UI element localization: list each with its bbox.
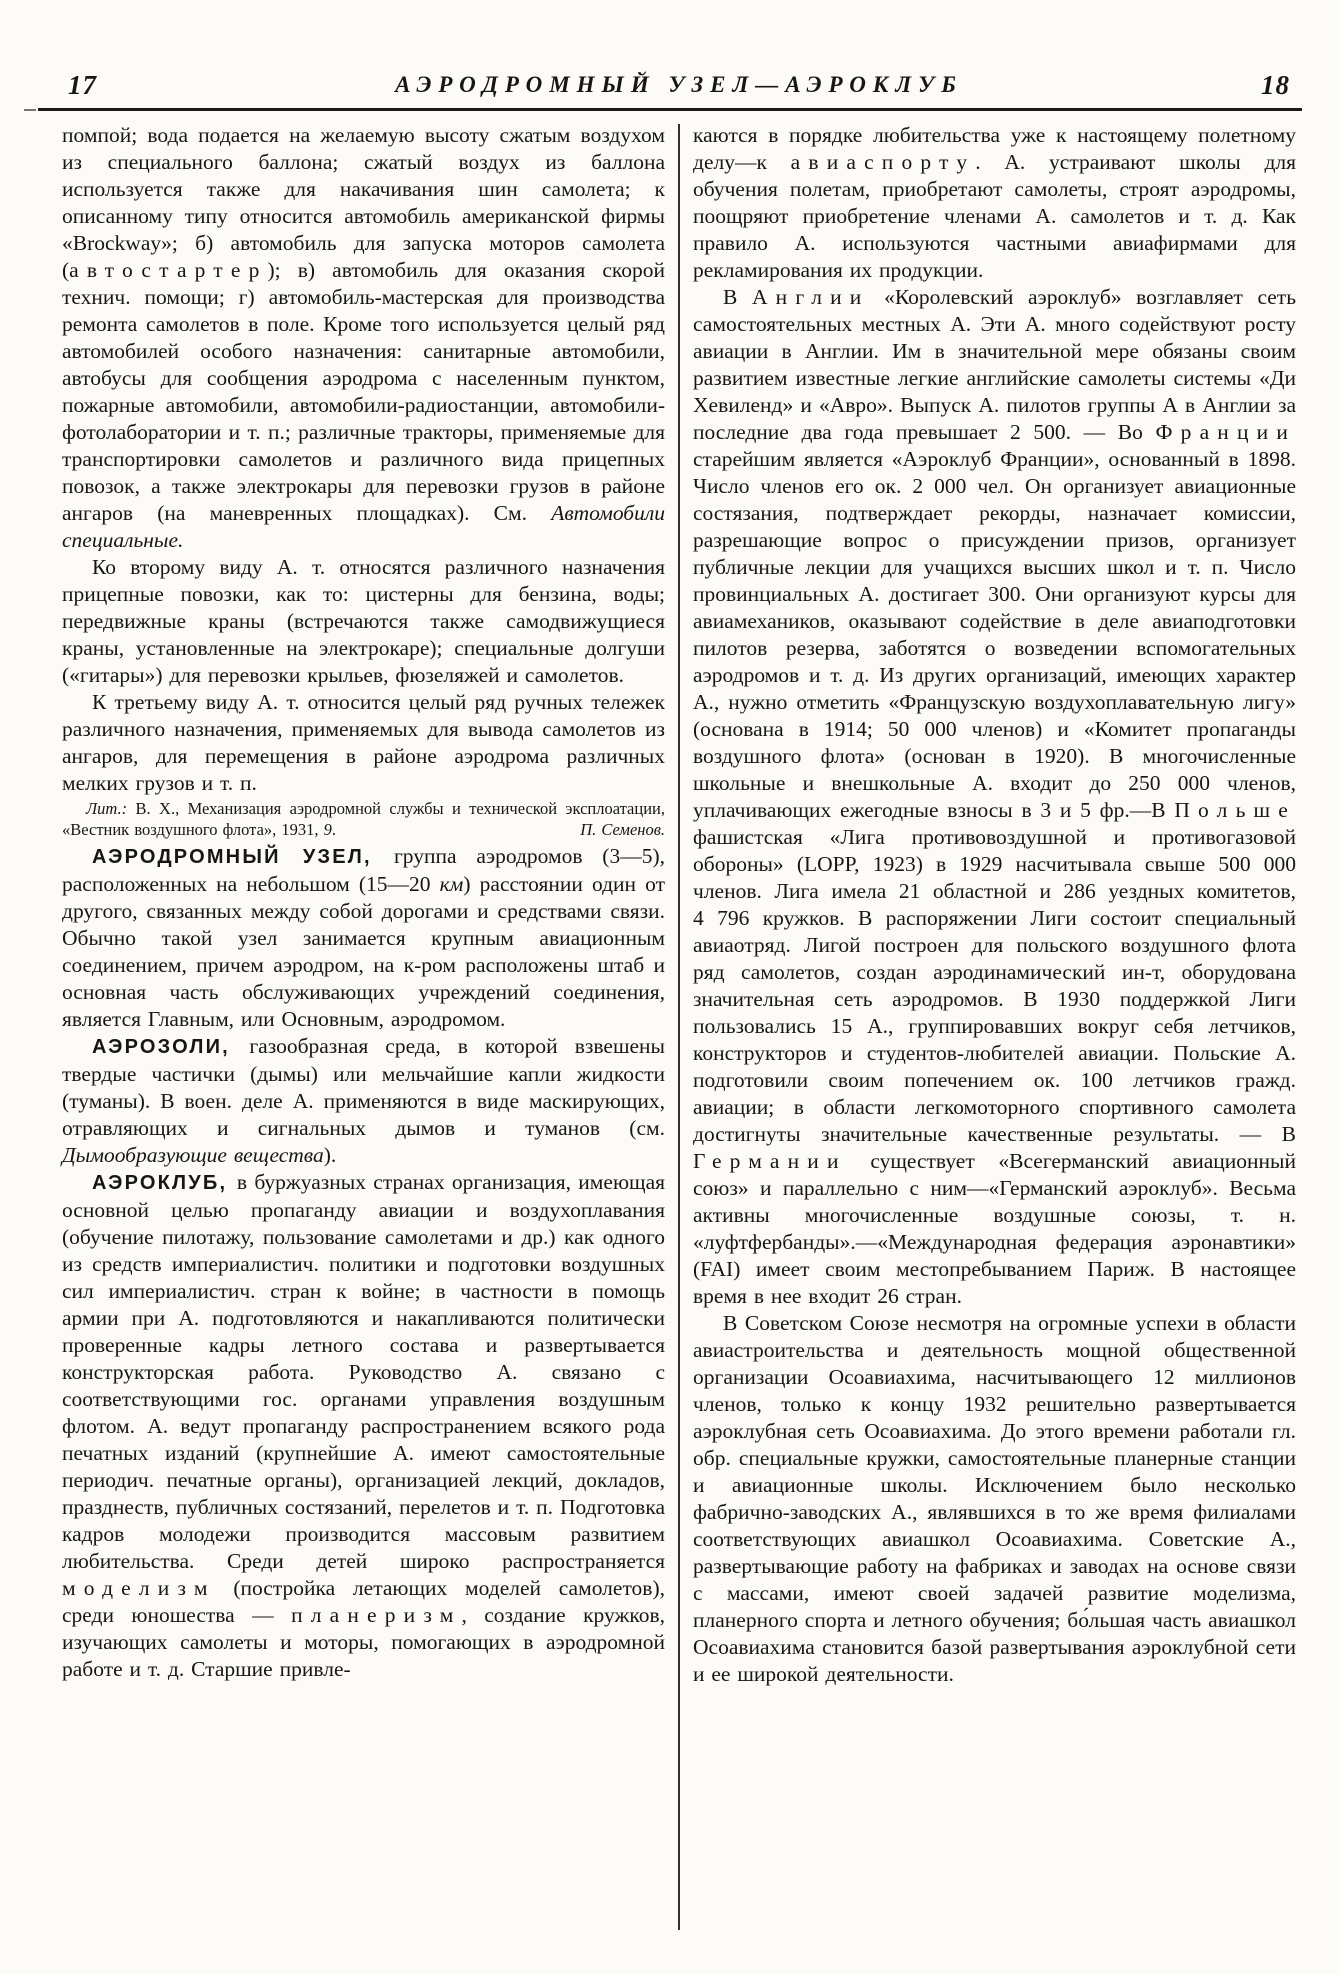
entry-aerodromny-uzel [62,843,665,1033]
text-run: существует «Всегерманский авиационный союз» и параллельно с ним—«Германский аэроклуб». Весьма активны многочисленные воздушные союзы, т. н. «луфтфербанды».—«Международная федерация аэронавтики» (FAI) имеет своим местопребыванием Париж. В настоящее время в нее входит 26 стран. [693,1149,1296,1308]
paragraph-second-kind [62,554,665,689]
running-title: АЭРОДРОМНЫЙ УЗЕЛ—АЭРОКЛУБ [395,72,963,97]
text-run: каются в порядке любительства уже к настоящему полетному делу—к [693,123,1296,174]
text-columns [62,122,1296,1936]
right-column [693,122,1296,1936]
text-run: В Советском Союзе несмотря на огромные успехи в области авиастроительства и деятельность мощной общественной организации Осоавиахима, насчитывающего 12 миллионов членов, только к концу 1932 решительно развертывается аэроклубная сеть Осоавиахима. До этого времени работали гл. обр. специальные кружки, самостоятельные планерные станции и авиационные школы. Исключением было несколько фабрично-заводских А., являвшихся в то же время филиалами соответствующих авиашкол Осоавиахима. Советские А., развертывающие работу на фабриках и заводах на основе связи с массами, имеют своей задачей развитие моделизма, планерного спорта и летного обучения; бо́льшая часть авиашкол Осоавиахима становится базой развертывания аэроклубной сети и ее широкой деятельности. [693,1311,1296,1686]
page-number-right: 18 [1261,70,1290,100]
text-run: помпой; вода подается на желаемую высоту сжатым воздухом из специального баллона; сжатый воздух из баллона используется также для накачивания шин самолета; к описанному типу относится автомобиль американской фирмы «Brockway»; б) автомобиль для запуска моторов самолета ( [62,123,665,282]
text-run: старейшим является «Аэроклуб Франции», основанный в 1898. Число членов его ок. 2 000 чел. Он организует авиационные состязания, подтверждает рекорды, назначает комиссии, разрешающие вопрос о присуждении призов, организует публичные лекции для учащихся высших школ и т. п. Число провинциальных А. достигает 300. Они организуют курсы для авиамехаников, оказывают содействие в деле авиаподготовки пилотов резерва, заботятся о возведении вспомогательных аэродромов и т. д. Из других организаций, имеющих характер А., нужно отметить «Французскую воздухоплавательную лигу» (основана в 1914; 50 000 членов) и «Комитет пропаганды воздушного флота» (основан в 1920). В многочисленные школьные и внешкольные А. входит до 250 000 членов, уплачивающих ежегодные взносы в 3 и 5 фр.—В [693,447,1296,822]
italic-text: Дымообразующие вещества [62,1143,324,1167]
entry-headword: АЭРОДРОМНЫЙ УЗЕЛ, [92,846,394,868]
entry-headword: АЭРОЗОЛИ, [92,1036,250,1058]
text-run: . [331,819,337,839]
bibliography-note [62,799,665,840]
entry-aeroklub [62,1169,665,1683]
text-run: фашистская «Лига противовоздушной и противогазовой обороны» (LOPP, 1923) в 1929 насчитывала свыше 500 000 членов. Лига имела 21 областной и 286 уездных комитетов, 4 796 кружков. В распоряжении Лиги состоит специальный авиаотряд. Лигой построен для польского воздушного флота ряд самолетов, создан аэродинамический ин-т, оборудована значительная сеть аэродромов. В 1930 поддержкой Лиги пользовались 15 А., группировавших вокруг себя летчиков, конструкторов и студентов-любителей авиации. Польские А. подготовили своим попечением ок. 100 летчиков гражд. авиации; в области легкомоторного спортивного самолета достигнуты значительные качественные результаты. — В [693,825,1296,1146]
emphasized-term: планеризм [291,1603,462,1627]
emphasized-term: автостартер [69,258,268,282]
entry-aerozoli [62,1033,665,1169]
page-number-left: 17 [68,70,97,100]
text-run: К третьему виду А. т. относится целый ряд ручных тележек различного назначения, применяемых для вывода самолетов из ангаров, для перемещения в районе аэродрома различных мелких грузов и т. п. [62,690,665,795]
emphasized-term: моделизм [62,1576,216,1600]
text-run: , создание кружков, изучающих самолеты и моторы, помогающих в аэродромной работе и т. д. Старшие привле- [62,1603,665,1681]
emphasized-term: Германии [693,1149,847,1173]
text-run: ) расстоянии один от другого, связанных между собой дорогами и средствами связи. Обычно такой узел занимается крупным авиационным соединением, причем аэродром, на к-ром расположены штаб и основная часть обслуживающих учреждений соединения, является Главным, или Основным, аэродромом. [62,872,666,1031]
paragraph-aeroklub-continuation [693,122,1296,284]
text-run: В [723,285,752,309]
emphasized-term: авиаспорту [790,150,976,174]
text-run: . А. устраивают школы для обучения полетам, приобретают самолеты, строят аэродромы, поощряют приобретение членами А. самолетов и т. д. Как правило А. используются частными авиафирмами для рекламирования их продукции. [693,150,1297,282]
entry-headword: АЭРОКЛУБ, [92,1172,237,1194]
page-header [62,64,1296,106]
text-run: В. Х., Механизация аэродромной службы и технической эксплоатации, «Вестник воздушного флота», 1931, [62,799,665,839]
header-rule [38,108,1302,111]
emphasized-term: Франции [1155,420,1296,444]
author-signature: П. Семенов. [580,819,665,839]
column-divider [678,124,680,1930]
italic-text: 9 [323,819,332,839]
text-run: (постройка летающих моделей самолетов), среди юношества — [62,1576,665,1627]
paragraph-soviet-union [693,1310,1296,1688]
italic-text: км [439,872,464,896]
text-run: ). [323,1143,337,1167]
text-run: «Королевский аэроклуб» возглавляет сеть самостоятельных местных А. Эти А. много содействуют росту авиации в Англии. Им в значительной мере обязаны своим развитием известные легкие английские самолеты системы «Ди Хевиленд» и «Авро». Выпуск А. пилотов группы А в Англии за последние два года превышает 2 500. — Во [693,285,1297,444]
text-run: группа аэродромов (3—5), расположенных на небольшом (15—20 [62,844,665,896]
paragraph-third-kind [62,689,665,797]
emphasized-term: Польше [1174,798,1296,822]
paragraph-foreign-aeroclubs [693,284,1296,1310]
italic-text: Автомобили специальные. [62,501,665,552]
emphasized-term: Англии [751,285,870,309]
text-run: Ко второму виду А. т. относятся различного назначения прицепные повозки, как то: цистерны для бензина, воды; передвижные краны (встречаются также самодвижущиеся краны, установленные на электрокаре); специальные долгуши («гитары») для перевозки крыльев, фюзеляжей и самолетов. [62,555,665,687]
italic-text: Лит.: [86,799,128,818]
left-column [62,122,665,1936]
text-run: в буржуазных странах организация, имеющая основной целью пропаганду авиации и воздухоплавания (обучение пилотажу, пользование самолетами и др.) как одного из средств империалистич. политики и подготовки воздушных сил империалистич. стран к войне; в частности в помощь армии при А. подготовляются и накапливаются политически проверенные кадры летного состава и развертывается конструкторская работа. Руководство А. связано с соответствующими гос. органами управления воздушным флотом. А. ведут пропаганду распространением всякого рода печатных изданий (крупнейшие А. имеют самостоятельные периодич. печатные органы), организацией лекций, докладов, празднеств, публичных состязаний, перелетов и т. п. Подготовка кадров молодежи производится массовым развитием любительства. Среди детей широко распространяется [62,1170,666,1573]
text-run: ); в) автомобиль для оказания скорой технич. помощи; г) автомобиль-мастерская для производства ремонта самолетов в поле. Кроме того используется целый ряд автомобилей особого назначения: санитарные автомобили, автобусы для сообщения аэродрома с населенным пунктом, пожарные автомобили, автомобили-радиостанции, автомобили-фотолаборатории и т. п.; различные тракторы, применяемые для транспортировки самолетов и различного вида прицепных повозок, а также электрокары для перевозки грузов в районе ангаров (на маневренных площадках). См. [62,258,665,525]
paragraph-continuation-aerodrome-equipment [62,122,665,554]
text-run: газообразная среда, в которой взвешены твердые частички (дымы) или мельчайшие капли жидкости (туманы). В воен. деле А. применяются в виде маскирующих, отравляющих и сигнальных дымов и туманов (см. [62,1034,665,1140]
